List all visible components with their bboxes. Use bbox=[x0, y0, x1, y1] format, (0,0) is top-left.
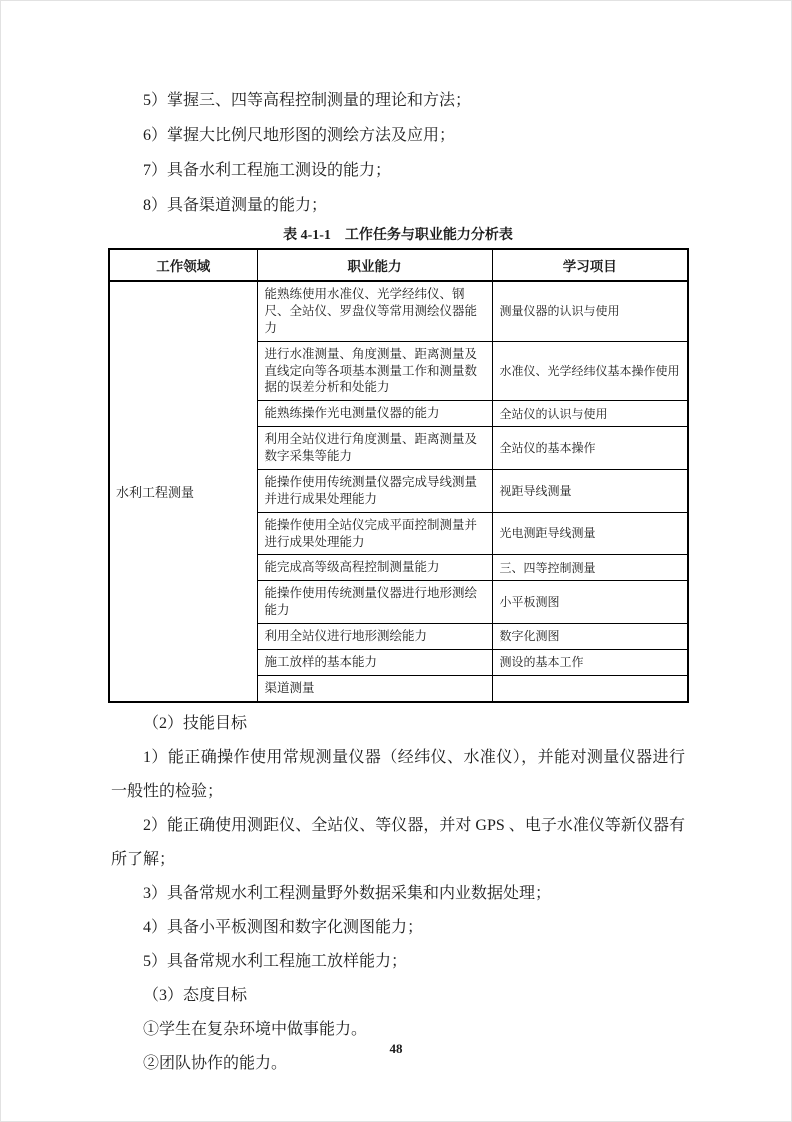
ability-cell: 能熟练使用水准仪、光学经纬仪、钢尺、全站仪、罗盘仪等常用测绘仪器能力 bbox=[257, 281, 492, 341]
header-professional-ability: 职业能力 bbox=[257, 249, 492, 281]
project-cell: 三、四等控制测量 bbox=[492, 555, 688, 581]
table-row bbox=[109, 281, 688, 341]
intro-paragraph-list bbox=[111, 83, 685, 223]
ability-cell: 能熟练操作光电测量仪器的能力 bbox=[257, 401, 492, 427]
ability-cell: 能操作使用传统测量仪器进行地形测绘能力 bbox=[257, 581, 492, 624]
ability-cell: 利用全站仪进行角度测量、距离测量及数字采集等能力 bbox=[257, 427, 492, 470]
project-cell: 数字化测图 bbox=[492, 624, 688, 650]
body-paragraph: （3）态度目标 bbox=[143, 986, 248, 1004]
body-paragraph: 5）具备常规水利工程施工放样能力； bbox=[143, 952, 408, 970]
project-cell: 测设的基本工作 bbox=[492, 649, 688, 675]
body-paragraph: 4）具备小平板测图和数字化测图能力； bbox=[143, 918, 424, 936]
body-paragraph: （2）技能目标 bbox=[143, 714, 248, 732]
project-cell: 全站仪的基本操作 bbox=[492, 427, 688, 470]
table-header-row bbox=[109, 249, 688, 281]
work-domain-cell: 水利工程测量 bbox=[109, 281, 257, 702]
project-cell: 光电测距导线测量 bbox=[492, 512, 688, 555]
ability-cell: 渠道测量 bbox=[257, 675, 492, 701]
task-ability-analysis-table bbox=[108, 248, 689, 703]
intro-paragraph: 5）掌握三、四等高程控制测量的理论和方法； bbox=[143, 92, 472, 109]
project-cell: 全站仪的认识与使用 bbox=[492, 401, 688, 427]
intro-paragraph: 8）具备渠道测量的能力； bbox=[143, 197, 328, 214]
body-paragraph-list bbox=[111, 707, 685, 1081]
intro-paragraph: 6）掌握大比例尺地形图的测绘方法及应用； bbox=[143, 127, 456, 144]
body-paragraph: 2）能正确使用测距仪、全站仪、等仪器，并对 GPS 、电子水准仪等新仪器有所了解； bbox=[111, 816, 685, 868]
table-body bbox=[109, 281, 688, 702]
intro-paragraph: 7）具备水利工程施工测设的能力； bbox=[143, 162, 392, 179]
body-paragraph: 1）能正确操作使用常规测量仪器（经纬仪、水准仪），并能对测量仪器进行一般性的检验； bbox=[111, 748, 685, 800]
header-work-domain: 工作领域 bbox=[109, 249, 257, 281]
ability-cell: 能操作使用传统测量仪器完成导线测量并进行成果处理能力 bbox=[257, 469, 492, 512]
project-cell: 水准仪、光学经纬仪基本操作使用 bbox=[492, 341, 688, 401]
ability-cell: 能操作使用全站仪完成平面控制测量并进行成果处理能力 bbox=[257, 512, 492, 555]
page-content bbox=[1, 1, 791, 1081]
table-title: 表 4-1-1 工作任务与职业能力分析表 bbox=[283, 228, 513, 243]
body-paragraph: ①学生在复杂环境中做事能力。 bbox=[143, 1020, 368, 1038]
body-paragraph: ②团队协作的能力。 bbox=[143, 1054, 288, 1072]
ability-cell: 能完成高等级高程控制测量能力 bbox=[257, 555, 492, 581]
body-paragraph: 3）具备常规水利工程测量野外数据采集和内业数据处理； bbox=[143, 884, 552, 902]
project-cell bbox=[492, 675, 688, 701]
ability-cell: 利用全站仪进行地形测绘能力 bbox=[257, 624, 492, 650]
ability-cell: 进行水准测量、角度测量、距离测量及直线定向等各项基本测量工作和测量数据的误差分析和处能力 bbox=[257, 341, 492, 401]
page-number: 48 bbox=[389, 1041, 403, 1056]
header-learning-project: 学习项目 bbox=[492, 249, 688, 281]
project-cell: 小平板测图 bbox=[492, 581, 688, 624]
project-cell: 视距导线测量 bbox=[492, 469, 688, 512]
ability-cell: 施工放样的基本能力 bbox=[257, 649, 492, 675]
project-cell: 测量仪器的认识与使用 bbox=[492, 281, 688, 341]
